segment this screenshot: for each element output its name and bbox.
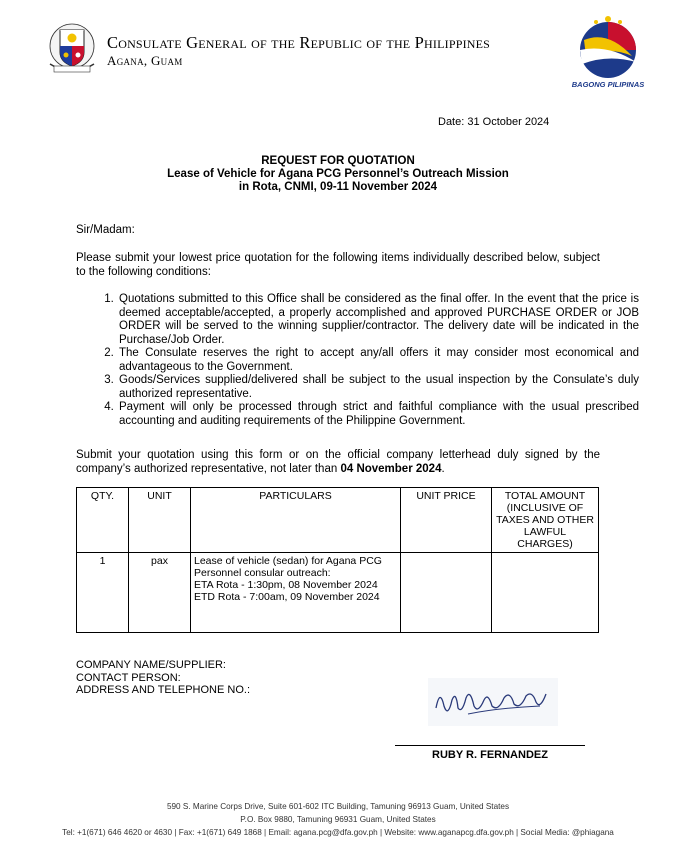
signature-line [395,745,585,746]
cell-qty: 1 [77,553,129,633]
consulate-location: Agana, Guam [107,53,183,68]
header-unit-price: UNIT PRICE [401,488,492,553]
particulars-description: Lease of vehicle (sedan) for Agana PCG Personnel consular outreach: [194,555,382,579]
condition-item: 4. Payment will only be processed through strict and faithful compliance with the usual prescribed accounting and auditing requirements of the Philippine Government. [117,401,639,428]
cell-unit: pax [129,553,191,633]
bagong-pilipinas-label: BAGONG PILIPINAS [571,80,645,89]
cell-unit-price[interactable] [401,553,492,633]
submission-deadline: 04 November 2024 [340,463,442,475]
consulate-seal-logo [40,16,104,80]
header-qty: QTY. [77,488,129,553]
particulars-etd: ETD Rota - 7:00am, 09 November 2024 [194,591,380,603]
table-row [77,553,599,633]
company-name-label: COMPANY NAME/SUPPLIER: [76,659,226,671]
condition-item: 3. Goods/Services supplied/delivered shall be subject to the usual inspection by the Consulate’s duly authorized representative. [117,374,639,401]
condition-item: 2. The Consulate reserves the right to accept any/all offers it may consider most economical and advantageous to the Government. [117,347,639,374]
rfq-title: REQUEST FOR QUOTATION [261,155,415,167]
bagong-pilipinas-logo [570,10,646,80]
contact-person-label: CONTACT PERSON: [76,671,181,684]
company-fields [76,659,250,697]
rfq-subject: Lease of Vehicle for Agana PCG Personnel’s Outreach Mission [167,168,509,180]
condition-item: 1. Quotations submitted to this Office shall be considered as the final offer. In the event that the price is deemed acceptable/accepted, a properly accomplished and approved PURCHASE ORDER or JOB ORDER will be served to the winning supplier/contractor. The delivery date will be indicated in the Purchase/Job Order. [117,293,639,347]
handwritten-signature [428,678,558,726]
footer-contact: Tel: +1(671) 646 4620 or 4630 | Fax: +1(671) 649 1868 | Email: agana.pcg@dfa.gov.ph | Website: www.aganapcg.dfa.gov.ph | Social Media: @phiagana [62,828,614,837]
submission-end: . [441,463,445,475]
table-header-row [77,488,599,553]
salutation: Sir/Madam: [76,224,135,236]
intro-paragraph: Please submit your lowest price quotation for the following items individually described below, subject to the following conditions: [76,252,600,278]
footer-po-box: P.O. Box 9880, Tamuning 96931 Guam, United States [240,815,436,824]
address-telephone-label: ADDRESS AND TELEPHONE NO.: [76,684,251,696]
header-total-amount: TOTAL AMOUNT (INCLUSIVE OF TAXES AND OTHER LAWFUL CHARGES) [492,488,599,553]
rfq-subject-location: in Rota, CNMI, 09-11 November 2024 [238,181,438,193]
cell-total-amount[interactable] [492,553,599,633]
quotation-table [76,487,599,633]
consulate-title: Consulate General of the Republic of the Philippines [107,33,491,52]
letter-date: Date: 31 October 2024 [438,116,550,128]
particulars-eta: ETA Rota - 1:30pm, 08 November 2024 [194,579,378,591]
header-particulars: PARTICULARS [191,488,401,553]
conditions-list [76,293,639,428]
header-unit: UNIT [129,488,191,553]
cell-particulars [191,553,401,633]
submission-text: Submit your quotation using this form or on the official company letterhead duly signed by the company’s authorized representative, not later than [76,449,600,475]
footer-address: 590 S. Marine Corps Drive, Suite 601-602 ITC Building, Tamuning 96913 Guam, United States [166,802,510,811]
signatory-name: RUBY R. FERNANDEZ [432,749,548,761]
submission-instructions [76,448,600,476]
